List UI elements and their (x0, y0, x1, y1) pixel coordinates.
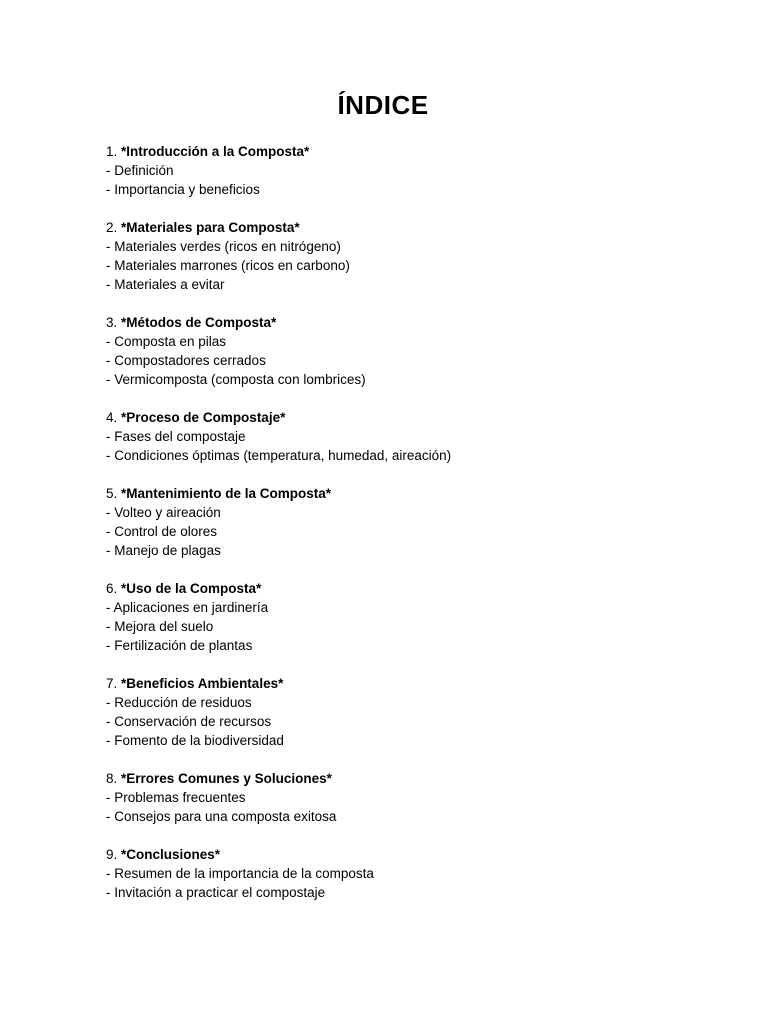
toc-section-heading (106, 408, 706, 427)
toc-subitem: - Control de olores (106, 524, 218, 539)
toc-section (106, 484, 706, 560)
toc-subitem: - Invitación a practicar el compostaje (106, 885, 326, 900)
toc-subitem: - Fomento de la biodiversidad (106, 733, 284, 748)
table-of-contents (106, 142, 706, 921)
section-title: *Beneficios Ambientales* (121, 676, 284, 691)
section-title: *Errores Comunes y Soluciones* (121, 771, 332, 786)
toc-subitem: - Volteo y aireación (106, 505, 221, 520)
toc-subitem: - Consejos para una composta exitosa (106, 809, 337, 824)
section-number: 9. (106, 847, 118, 862)
toc-section (106, 769, 706, 826)
section-number: 5. (106, 486, 118, 501)
section-title: *Métodos de Composta* (121, 315, 277, 330)
toc-subitem: - Fertilización de plantas (106, 638, 253, 653)
section-number: 6. (106, 581, 118, 596)
toc-subitem: - Manejo de plagas (106, 543, 221, 558)
toc-subitem: - Condiciones óptimas (temperatura, humedad, aireación) (106, 448, 452, 463)
toc-subitem: - Conservación de recursos (106, 714, 272, 729)
section-title: *Uso de la Composta* (121, 581, 262, 596)
toc-subitem: - Reducción de residuos (106, 695, 252, 710)
toc-section (106, 313, 706, 389)
toc-subitem: - Mejora del suelo (106, 619, 214, 634)
toc-section-heading (106, 313, 706, 332)
toc-subitem: - Fases del compostaje (106, 429, 246, 444)
toc-section-heading (106, 845, 706, 864)
section-title: *Mantenimiento de la Composta* (121, 486, 332, 501)
toc-section (106, 674, 706, 750)
toc-subitem: - Composta en pilas (106, 334, 227, 349)
toc-subitem: - Problemas frecuentes (106, 790, 246, 805)
toc-section (106, 218, 706, 294)
section-title: *Materiales para Composta* (121, 220, 300, 235)
toc-section-heading (106, 579, 706, 598)
toc-subitem: - Aplicaciones en jardinería (106, 600, 269, 615)
toc-subitem: - Vermicomposta (composta con lombrices) (106, 372, 366, 387)
section-title: *Conclusiones* (121, 847, 221, 862)
section-number: 3. (106, 315, 118, 330)
toc-subitem: - Compostadores cerrados (106, 353, 266, 368)
toc-subitem: - Materiales marrones (ricos en carbono) (106, 258, 350, 273)
toc-section-heading (106, 218, 706, 237)
toc-section (106, 579, 706, 655)
toc-section-heading (106, 674, 706, 693)
section-number: 2. (106, 220, 118, 235)
toc-section-heading (106, 484, 706, 503)
page-title: ÍNDICE (337, 90, 429, 120)
toc-subitem: - Materiales a evitar (106, 277, 225, 292)
toc-subitem: - Resumen de la importancia de la composta (106, 866, 374, 881)
toc-section-heading (106, 769, 706, 788)
section-number: 4. (106, 410, 118, 425)
toc-section (106, 142, 706, 199)
toc-subitem: - Materiales verdes (ricos en nitrógeno) (106, 239, 341, 254)
toc-section-heading (106, 142, 706, 161)
toc-subitem: - Definición (106, 163, 174, 178)
section-title: *Proceso de Compostaje* (121, 410, 286, 425)
toc-section (106, 845, 706, 902)
section-number: 1. (106, 144, 118, 159)
toc-section (106, 408, 706, 465)
section-title: *Introducción a la Composta* (121, 144, 310, 159)
section-number: 8. (106, 771, 118, 786)
section-number: 7. (106, 676, 118, 691)
toc-subitem: - Importancia y beneficios (106, 182, 260, 197)
